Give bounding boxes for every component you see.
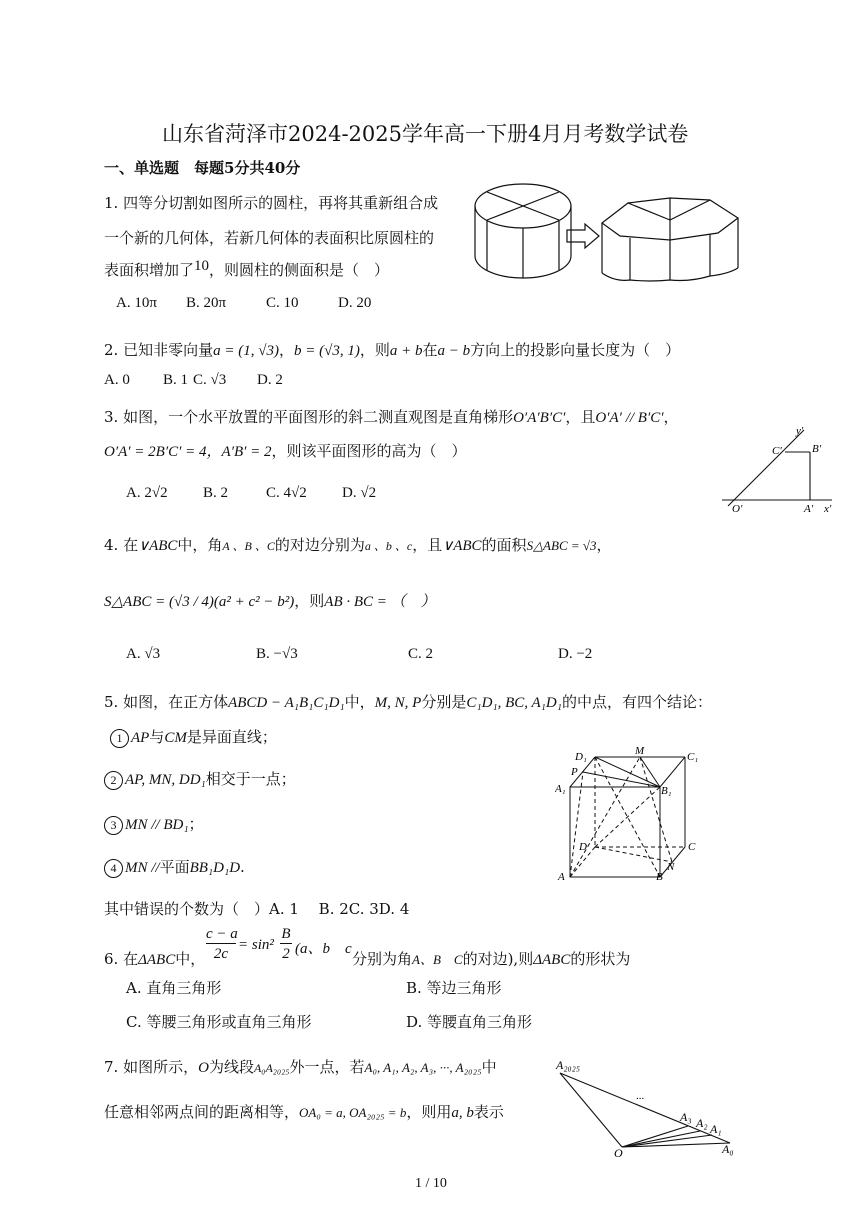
- seg-label-o: O: [614, 1146, 623, 1160]
- q5-line1: 5. 如图，在正方体ABCD − A₁B₁C₁D₁中，M, N, P分别是C₁D₁, BC, A₁D₁的中点，有四个结论：: [104, 693, 712, 711]
- cube-label-b: B: [656, 871, 663, 882]
- q1-option-a: A. 10π: [116, 295, 157, 311]
- q3-option-d: D. √2: [342, 485, 377, 501]
- cube-label-n: N: [667, 861, 675, 873]
- q1-option-b: B. 20π: [186, 295, 227, 311]
- q6-half-angle-numerator: B: [281, 926, 291, 942]
- page-number: 1 / 10: [415, 1176, 447, 1191]
- q4-line1: 4. 在∨ABC中，角A 、B 、C的对边分别为a 、b 、c，且∨ABC的面积S△ABC = √3，: [104, 536, 612, 554]
- q6-half-angle-denominator: 2: [282, 946, 290, 962]
- fig-label-c: C′: [772, 445, 782, 457]
- q6-sin-squared: = sin²: [238, 937, 274, 953]
- q2-option-a: A. 0: [104, 372, 130, 388]
- seg-label-a3: A₃: [680, 1110, 692, 1124]
- cube-label-c: C: [688, 841, 696, 853]
- q7-line2: 任意相邻两点间的距离相等，OA₀ = a, OA₂₀₂₅ = b，则用a, b表示: [104, 1103, 504, 1121]
- seg-label-a2025: A₂₀₂₅: [556, 1058, 581, 1072]
- fig-label-o: O′: [732, 503, 743, 515]
- q6-option-d: D. 等腰直角三角形: [406, 1013, 533, 1031]
- cube-label-p: P: [571, 766, 578, 778]
- q1-line1: 1. 四等分切割如图所示的圆柱，再将其重新组合成: [104, 194, 439, 212]
- cube-label-b1: B₁: [661, 785, 672, 797]
- fig-label-x: x′: [824, 503, 832, 515]
- trapezoid-figure: [718, 424, 838, 516]
- seg-label-a2: A₂: [696, 1116, 708, 1130]
- q4-option-b: B. −√3: [256, 646, 298, 662]
- cube-figure: [555, 742, 705, 882]
- seg-label-ellipsis: ...: [636, 1090, 645, 1102]
- q5-question: 其中错误的个数为（ ）A. 1 B. 2C. 3D. 4: [104, 900, 410, 918]
- q1-line2: 一个新的几何体，若新几何体的表面积比原圆柱的: [104, 229, 435, 247]
- q3-option-c: C. 4√2: [266, 485, 307, 501]
- cube-label-d1: D₁: [575, 751, 587, 763]
- q6-fraction-numerator: c − a: [206, 926, 238, 942]
- q3-option-a: A. 2√2: [126, 485, 168, 501]
- section-heading: 一、单选题 每题5分共40分: [104, 159, 301, 177]
- q7-line1: 7. 如图所示，O为线段A₀A₂₀₂₅外一点，若A₀, A₁, A₂, A₃, ···, A₂₀₂₅中: [104, 1058, 497, 1076]
- q1-option-c: C. 10: [266, 295, 299, 311]
- segment-figure: [550, 1055, 750, 1160]
- seg-label-a0: A₀: [722, 1142, 734, 1156]
- cylinder-figure: [470, 178, 770, 283]
- cube-label-a1: A₁: [555, 783, 566, 795]
- seg-label-a1: A₁: [710, 1122, 722, 1136]
- q4-option-a: A. √3: [126, 646, 161, 662]
- q3-option-b: B. 2: [203, 485, 229, 501]
- q5-statement-1: 1 AP与CM是异面直线；: [110, 726, 277, 748]
- q2-line1: 2. 已知非零向量a = (1, √3)，b = (√3, 1)，则a + b在a − b方向上的投影向量长度为（ ）: [104, 341, 681, 359]
- cube-label-d: D: [579, 841, 587, 853]
- q6-option-b: B. 等边三角形: [406, 979, 502, 997]
- page-title: 山东省菏泽市2024-2025学年高一下册4月月考数学试卷: [162, 122, 689, 146]
- q4-option-d: D. −2: [558, 646, 593, 662]
- cube-label-a: A: [558, 871, 565, 882]
- q6-sides: (a、b c: [295, 941, 352, 957]
- q6-option-c: C. 等腰三角形或直角三角形: [126, 1013, 312, 1031]
- q4-line2: S△ABC = (√3 / 4)(a² + c² − b²)，则AB · BC = （ ）: [104, 592, 436, 610]
- q2-option-d: D. 2: [257, 372, 283, 388]
- fig-label-b: B′: [812, 443, 822, 455]
- q6-rest: 分别为角A、B C的对边),则ΔABC的形状为: [352, 950, 631, 968]
- q4-option-c: C. 2: [408, 646, 434, 662]
- cube-label-m: M: [635, 745, 645, 757]
- fig-label-a: A′: [804, 503, 814, 515]
- fig-label-y: y′: [796, 425, 804, 437]
- q5-statement-3: 3 MN // BD₁；: [104, 813, 204, 835]
- q5-statement-2: 2 AP, MN, DD₁相交于一点；: [104, 768, 296, 790]
- q2-option-b: B. 1: [163, 372, 189, 388]
- q6-option-a: A. 直角三角形: [126, 979, 222, 997]
- q6-label: 6. 在ΔABC中，: [104, 950, 206, 968]
- q2-option-c: C. √3: [193, 372, 227, 388]
- q1-line3: 表面积增加了10，则圆柱的侧面积是（ ）: [104, 258, 390, 279]
- q1-option-d: D. 20: [338, 295, 372, 311]
- q6-fraction-denominator: 2c: [213, 946, 229, 962]
- q5-statement-4: 4 MN //平面BB₁D₁D.: [104, 856, 245, 878]
- cube-label-c1: C₁: [687, 751, 699, 763]
- q3-line2: O′A′ = 2B′C′ = 4，A′B′ = 2，则该平面图形的高为（ ）: [104, 442, 467, 460]
- q3-line1: 3. 如图，一个水平放置的平面图形的斜二测直观图是直角梯形O′A′B′C′，且O′A′ // B′C′，: [104, 408, 679, 426]
